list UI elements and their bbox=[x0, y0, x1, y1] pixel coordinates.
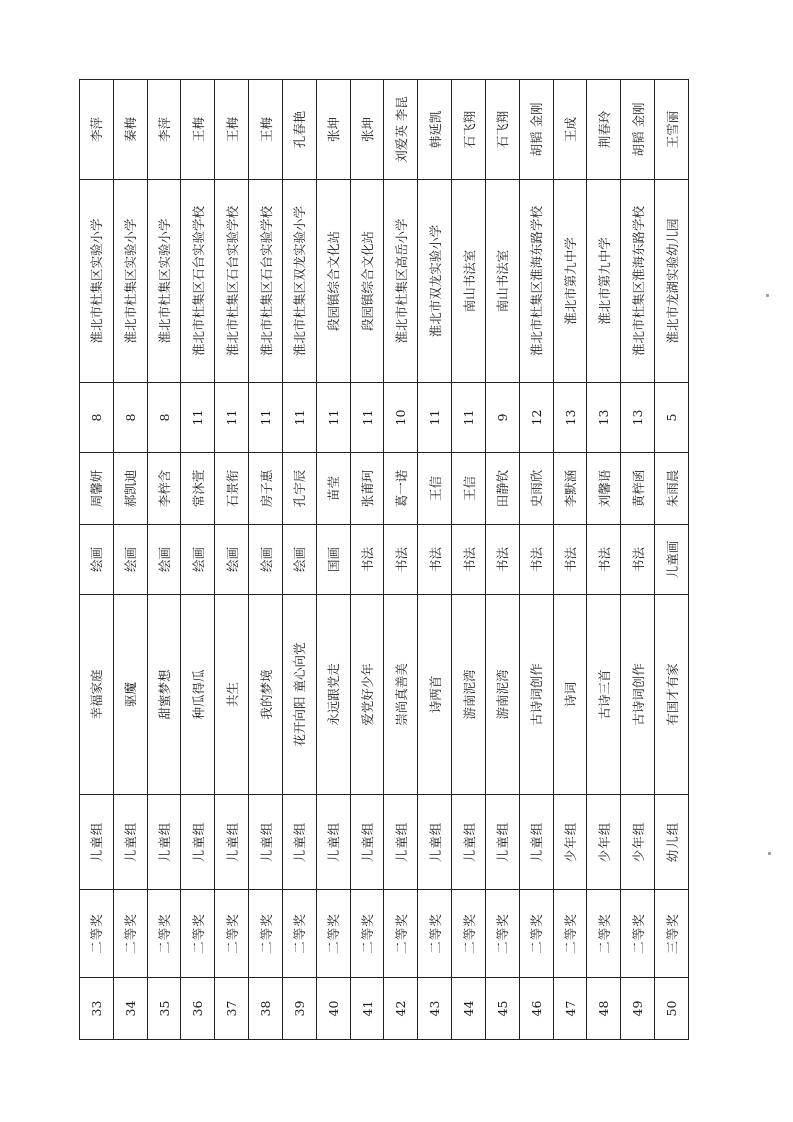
cell-teacher: 孔春艳 bbox=[282, 80, 316, 180]
cell-no: 49 bbox=[621, 978, 655, 1040]
cell-group: 儿童组 bbox=[485, 795, 519, 890]
cell-name: 田静钦 bbox=[485, 453, 519, 525]
cell-name: 王信 bbox=[452, 453, 486, 525]
cell-age: 8 bbox=[147, 383, 181, 453]
cell-level: 二等奖 bbox=[113, 890, 147, 978]
cell-teacher: 李萍 bbox=[147, 80, 181, 180]
cell-age: 8 bbox=[80, 383, 114, 453]
cell-age: 9 bbox=[485, 383, 519, 453]
cell-type: 书法 bbox=[384, 525, 418, 595]
cell-age: 10 bbox=[384, 383, 418, 453]
cell-type: 书法 bbox=[350, 525, 384, 595]
cell-name: 刘馨语 bbox=[587, 453, 621, 525]
cell-school: 南山书法室 bbox=[452, 180, 486, 383]
cell-group: 儿童组 bbox=[350, 795, 384, 890]
cell-no: 40 bbox=[316, 978, 350, 1040]
cell-level: 二等奖 bbox=[418, 890, 452, 978]
cell-school: 淮北市杜集区淮海东路学校 bbox=[519, 180, 553, 383]
cell-type: 书法 bbox=[418, 525, 452, 595]
cell-level: 二等奖 bbox=[384, 890, 418, 978]
table-row bbox=[587, 80, 621, 1040]
cell-title: 诗词 bbox=[553, 595, 587, 795]
cell-no: 37 bbox=[215, 978, 249, 1040]
table-row bbox=[350, 80, 384, 1040]
cell-age: 11 bbox=[282, 383, 316, 453]
awards-table bbox=[79, 79, 689, 1040]
cell-school: 淮北市杜集区实验小学 bbox=[113, 180, 147, 383]
cell-title: 游南泥湾 bbox=[485, 595, 519, 795]
cell-name: 黄梓函 bbox=[621, 453, 655, 525]
cell-age: 13 bbox=[621, 383, 655, 453]
cell-group: 儿童组 bbox=[282, 795, 316, 890]
cell-school: 淮北市杜集区石台实验学校 bbox=[249, 180, 283, 383]
cell-name: 房子惠 bbox=[249, 453, 283, 525]
cell-no: 43 bbox=[418, 978, 452, 1040]
table-body bbox=[80, 80, 689, 1040]
cell-group: 儿童组 bbox=[316, 795, 350, 890]
cell-teacher: 胡韬 金刚 bbox=[621, 80, 655, 180]
cell-type: 绘画 bbox=[215, 525, 249, 595]
table-row bbox=[113, 80, 147, 1040]
cell-type: 书法 bbox=[553, 525, 587, 595]
cell-teacher: 石飞翔 bbox=[452, 80, 486, 180]
cell-title: 种瓜得瓜 bbox=[181, 595, 215, 795]
cell-school: 淮北市第九中学 bbox=[587, 180, 621, 383]
cell-group: 儿童组 bbox=[215, 795, 249, 890]
cell-school: 淮北市杜集区淮海东路学校 bbox=[621, 180, 655, 383]
table-row bbox=[80, 80, 114, 1040]
cell-teacher: 刘爱英 李昆 bbox=[384, 80, 418, 180]
cell-school: 淮北市杜集区实验小学 bbox=[80, 180, 114, 383]
cell-teacher: 胡韬 金刚 bbox=[519, 80, 553, 180]
cell-type: 书法 bbox=[519, 525, 553, 595]
cell-level: 二等奖 bbox=[147, 890, 181, 978]
cell-title: 崇尚真善美 bbox=[384, 595, 418, 795]
table-row bbox=[384, 80, 418, 1040]
cell-no: 50 bbox=[655, 978, 689, 1040]
cell-type: 绘画 bbox=[249, 525, 283, 595]
cell-school: 淮北市第九中学 bbox=[553, 180, 587, 383]
cell-group: 儿童组 bbox=[147, 795, 181, 890]
cell-type: 国画 bbox=[316, 525, 350, 595]
cell-no: 33 bbox=[80, 978, 114, 1040]
cell-no: 35 bbox=[147, 978, 181, 1040]
cell-level: 二等奖 bbox=[587, 890, 621, 978]
cell-teacher: 王梅 bbox=[249, 80, 283, 180]
cell-title: 共生 bbox=[215, 595, 249, 795]
cell-group: 儿童组 bbox=[181, 795, 215, 890]
cell-school: 淮北市龙湖实验幼儿园 bbox=[655, 180, 689, 383]
cell-age: 8 bbox=[113, 383, 147, 453]
cell-title: 有国才有家 bbox=[655, 595, 689, 795]
cell-group: 儿童组 bbox=[80, 795, 114, 890]
cell-level: 二等奖 bbox=[282, 890, 316, 978]
cell-type: 绘画 bbox=[80, 525, 114, 595]
cell-level: 二等奖 bbox=[553, 890, 587, 978]
cell-name: 葛一诺 bbox=[384, 453, 418, 525]
rotated-page bbox=[79, 80, 689, 1040]
cell-title: 游南泥湾 bbox=[452, 595, 486, 795]
cell-no: 44 bbox=[452, 978, 486, 1040]
cell-teacher: 秦梅 bbox=[113, 80, 147, 180]
cell-no: 46 bbox=[519, 978, 553, 1040]
cell-group: 少年组 bbox=[553, 795, 587, 890]
cell-teacher: 石飞翔 bbox=[485, 80, 519, 180]
cell-school: 淮北市杜集区石台实验学校 bbox=[181, 180, 215, 383]
cell-type: 绘画 bbox=[147, 525, 181, 595]
cell-type: 儿童画 bbox=[655, 525, 689, 595]
cell-title: 诗两首 bbox=[418, 595, 452, 795]
table-row bbox=[418, 80, 452, 1040]
table-row bbox=[621, 80, 655, 1040]
cell-no: 38 bbox=[249, 978, 283, 1040]
table-row bbox=[215, 80, 249, 1040]
cell-age: 11 bbox=[418, 383, 452, 453]
table-row bbox=[249, 80, 283, 1040]
cell-no: 47 bbox=[553, 978, 587, 1040]
cell-level: 二等奖 bbox=[316, 890, 350, 978]
cell-title: 幸福家庭 bbox=[80, 595, 114, 795]
cell-name: 郝凯迪 bbox=[113, 453, 147, 525]
cell-age: 12 bbox=[519, 383, 553, 453]
cell-teacher: 荆春玲 bbox=[587, 80, 621, 180]
cell-school: 淮北市杜集区实验小学 bbox=[147, 180, 181, 383]
table-row bbox=[452, 80, 486, 1040]
cell-no: 34 bbox=[113, 978, 147, 1040]
cell-level: 三等奖 bbox=[655, 890, 689, 978]
cell-name: 苗莹 bbox=[316, 453, 350, 525]
cell-group: 儿童组 bbox=[452, 795, 486, 890]
cell-teacher: 张坤 bbox=[316, 80, 350, 180]
cell-group: 儿童组 bbox=[249, 795, 283, 890]
table-row bbox=[485, 80, 519, 1040]
cell-name: 李默涵 bbox=[553, 453, 587, 525]
cell-type: 绘画 bbox=[181, 525, 215, 595]
cell-group: 儿童组 bbox=[418, 795, 452, 890]
cell-title: 古诗词创作 bbox=[519, 595, 553, 795]
table-row bbox=[316, 80, 350, 1040]
cell-no: 45 bbox=[485, 978, 519, 1040]
cell-group: 少年组 bbox=[621, 795, 655, 890]
cell-age: 5 bbox=[655, 383, 689, 453]
cell-level: 二等奖 bbox=[181, 890, 215, 978]
scan-speck bbox=[766, 294, 769, 297]
cell-age: 11 bbox=[249, 383, 283, 453]
cell-school: 南山书法室 bbox=[485, 180, 519, 383]
cell-level: 二等奖 bbox=[215, 890, 249, 978]
cell-name: 孔宇辰 bbox=[282, 453, 316, 525]
cell-age: 11 bbox=[452, 383, 486, 453]
table-row bbox=[282, 80, 316, 1040]
cell-title: 爱党好少年 bbox=[350, 595, 384, 795]
cell-school: 淮北市杜集区高岳小学 bbox=[384, 180, 418, 383]
cell-title: 甜蜜梦想 bbox=[147, 595, 181, 795]
cell-title: 古诗词创作 bbox=[621, 595, 655, 795]
table-row bbox=[181, 80, 215, 1040]
cell-school: 淮北市双龙实验小学 bbox=[418, 180, 452, 383]
cell-level: 二等奖 bbox=[452, 890, 486, 978]
cell-title: 我的梦境 bbox=[249, 595, 283, 795]
cell-level: 二等奖 bbox=[485, 890, 519, 978]
cell-level: 二等奖 bbox=[350, 890, 384, 978]
table-row bbox=[147, 80, 181, 1040]
cell-type: 书法 bbox=[485, 525, 519, 595]
cell-teacher: 韩延凯 bbox=[418, 80, 452, 180]
cell-group: 儿童组 bbox=[384, 795, 418, 890]
table-row bbox=[519, 80, 553, 1040]
cell-teacher: 张坤 bbox=[350, 80, 384, 180]
cell-age: 11 bbox=[316, 383, 350, 453]
cell-group: 少年组 bbox=[587, 795, 621, 890]
cell-name: 石景衔 bbox=[215, 453, 249, 525]
cell-title: 古诗三首 bbox=[587, 595, 621, 795]
cell-school: 淮北市杜集区双龙实验小学 bbox=[282, 180, 316, 383]
cell-level: 二等奖 bbox=[519, 890, 553, 978]
cell-age: 11 bbox=[350, 383, 384, 453]
cell-no: 36 bbox=[181, 978, 215, 1040]
cell-level: 二等奖 bbox=[249, 890, 283, 978]
cell-no: 48 bbox=[587, 978, 621, 1040]
table-row bbox=[553, 80, 587, 1040]
cell-age: 13 bbox=[553, 383, 587, 453]
cell-no: 41 bbox=[350, 978, 384, 1040]
cell-name: 周馨妍 bbox=[80, 453, 114, 525]
cell-teacher: 王成 bbox=[553, 80, 587, 180]
cell-school: 段园镇综合文化站 bbox=[350, 180, 384, 383]
cell-name: 常沐萱 bbox=[181, 453, 215, 525]
cell-no: 42 bbox=[384, 978, 418, 1040]
cell-teacher: 王雪丽 bbox=[655, 80, 689, 180]
cell-age: 11 bbox=[215, 383, 249, 453]
cell-name: 张莆珂 bbox=[350, 453, 384, 525]
cell-group: 幼儿组 bbox=[655, 795, 689, 890]
cell-title: 花开向阳 童心向党 bbox=[282, 595, 316, 795]
cell-school: 淮北市杜集区石台实验学校 bbox=[215, 180, 249, 383]
cell-type: 书法 bbox=[452, 525, 486, 595]
cell-no: 39 bbox=[282, 978, 316, 1040]
cell-age: 11 bbox=[181, 383, 215, 453]
cell-type: 书法 bbox=[621, 525, 655, 595]
cell-school: 段园镇综合文化站 bbox=[316, 180, 350, 383]
cell-group: 儿童组 bbox=[113, 795, 147, 890]
cell-type: 书法 bbox=[587, 525, 621, 595]
cell-level: 二等奖 bbox=[621, 890, 655, 978]
cell-type: 绘画 bbox=[113, 525, 147, 595]
cell-level: 二等奖 bbox=[80, 890, 114, 978]
cell-name: 史雨欣 bbox=[519, 453, 553, 525]
cell-teacher: 王梅 bbox=[181, 80, 215, 180]
cell-name: 李梓含 bbox=[147, 453, 181, 525]
cell-teacher: 王梅 bbox=[215, 80, 249, 180]
cell-type: 绘画 bbox=[282, 525, 316, 595]
scan-speck bbox=[768, 852, 771, 855]
cell-age: 13 bbox=[587, 383, 621, 453]
cell-title: 永远跟党走 bbox=[316, 595, 350, 795]
cell-name: 王信 bbox=[418, 453, 452, 525]
cell-teacher: 李萍 bbox=[80, 80, 114, 180]
table-row bbox=[655, 80, 689, 1040]
cell-name: 朱雨晨 bbox=[655, 453, 689, 525]
cell-title: 驱魔 bbox=[113, 595, 147, 795]
cell-group: 儿童组 bbox=[519, 795, 553, 890]
